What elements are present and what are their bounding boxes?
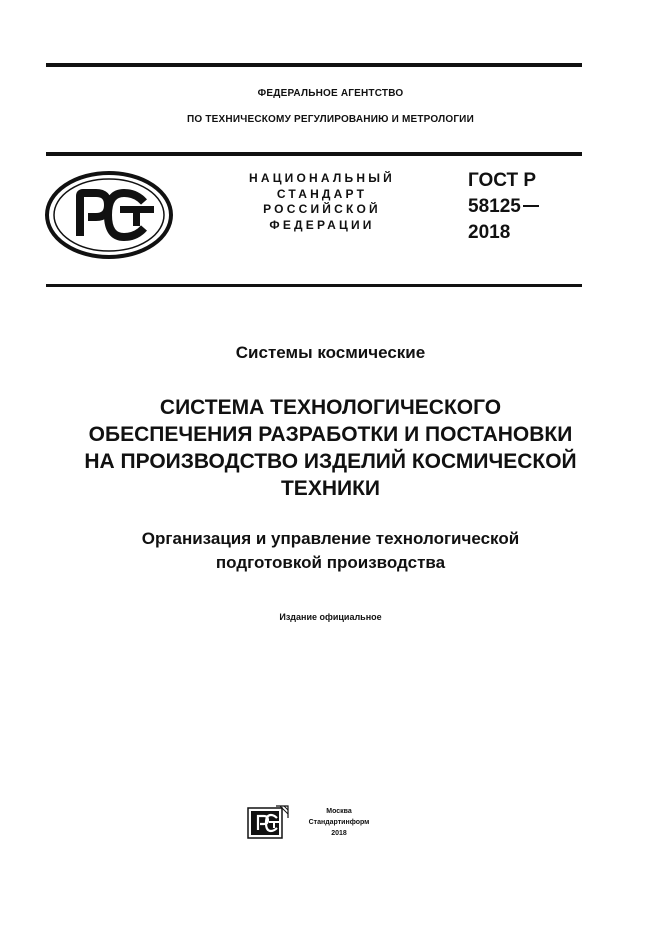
main-title-line-1: СИСТЕМА ТЕХНОЛОГИЧЕСКОГО [159,396,502,419]
main-title-line-3: НА ПРОИЗВОДСТВО ИЗДЕЛИЙ КОСМИЧЕСКОЙ [84,450,577,473]
publisher-year: 2018 [331,830,347,837]
main-title [40,394,621,502]
designation-year: 2018 [468,222,511,243]
standard-type-line-3: РОССИЙСКОЙ [263,202,381,216]
title-rule [46,284,582,287]
subtitle-line-2: подготовкой производства [215,553,446,572]
publisher-name: Стандартинформ [308,819,370,826]
publisher-city: Москва [326,808,352,815]
standard-type-line-2: СТАНДАРТ [276,186,368,201]
designation-dash [523,205,539,207]
publisher-block [246,804,396,844]
subtitle [40,527,621,575]
designation-prefix: ГОСТ Р [468,170,537,191]
designation-number: 58125 [468,196,521,217]
series-title: Системы космические [235,343,426,362]
standard-type-line-1: НАЦИОНАЛЬНЫЙ [248,171,396,185]
standartinform-logo-icon [246,804,290,840]
edition-note: Издание официальное [279,612,382,622]
agency-line-1: ФЕДЕРАЛЬНОЕ АГЕНТСТВО [257,88,404,99]
main-title-line-4: ТЕХНИКИ [280,477,380,500]
agency-line-2: ПО ТЕХНИЧЕСКОМУ РЕГУЛИРОВАНИЮ И МЕТРОЛОГИИ [187,114,474,125]
header-rule [46,152,582,156]
standard-designation [468,168,539,246]
standard-type-line-4: ФЕДЕРАЦИИ [269,217,375,232]
subtitle-line-1: Организация и управление технологической [141,529,520,548]
main-title-line-2: ОБЕСПЕЧЕНИЯ РАЗРАБОТКИ И ПОСТАНОВКИ [88,423,573,446]
gost-r-emblem-icon [44,170,174,260]
designation-number-row [468,194,539,220]
top-rule [46,63,582,67]
publisher-text [294,806,384,839]
standard-type [214,171,430,233]
